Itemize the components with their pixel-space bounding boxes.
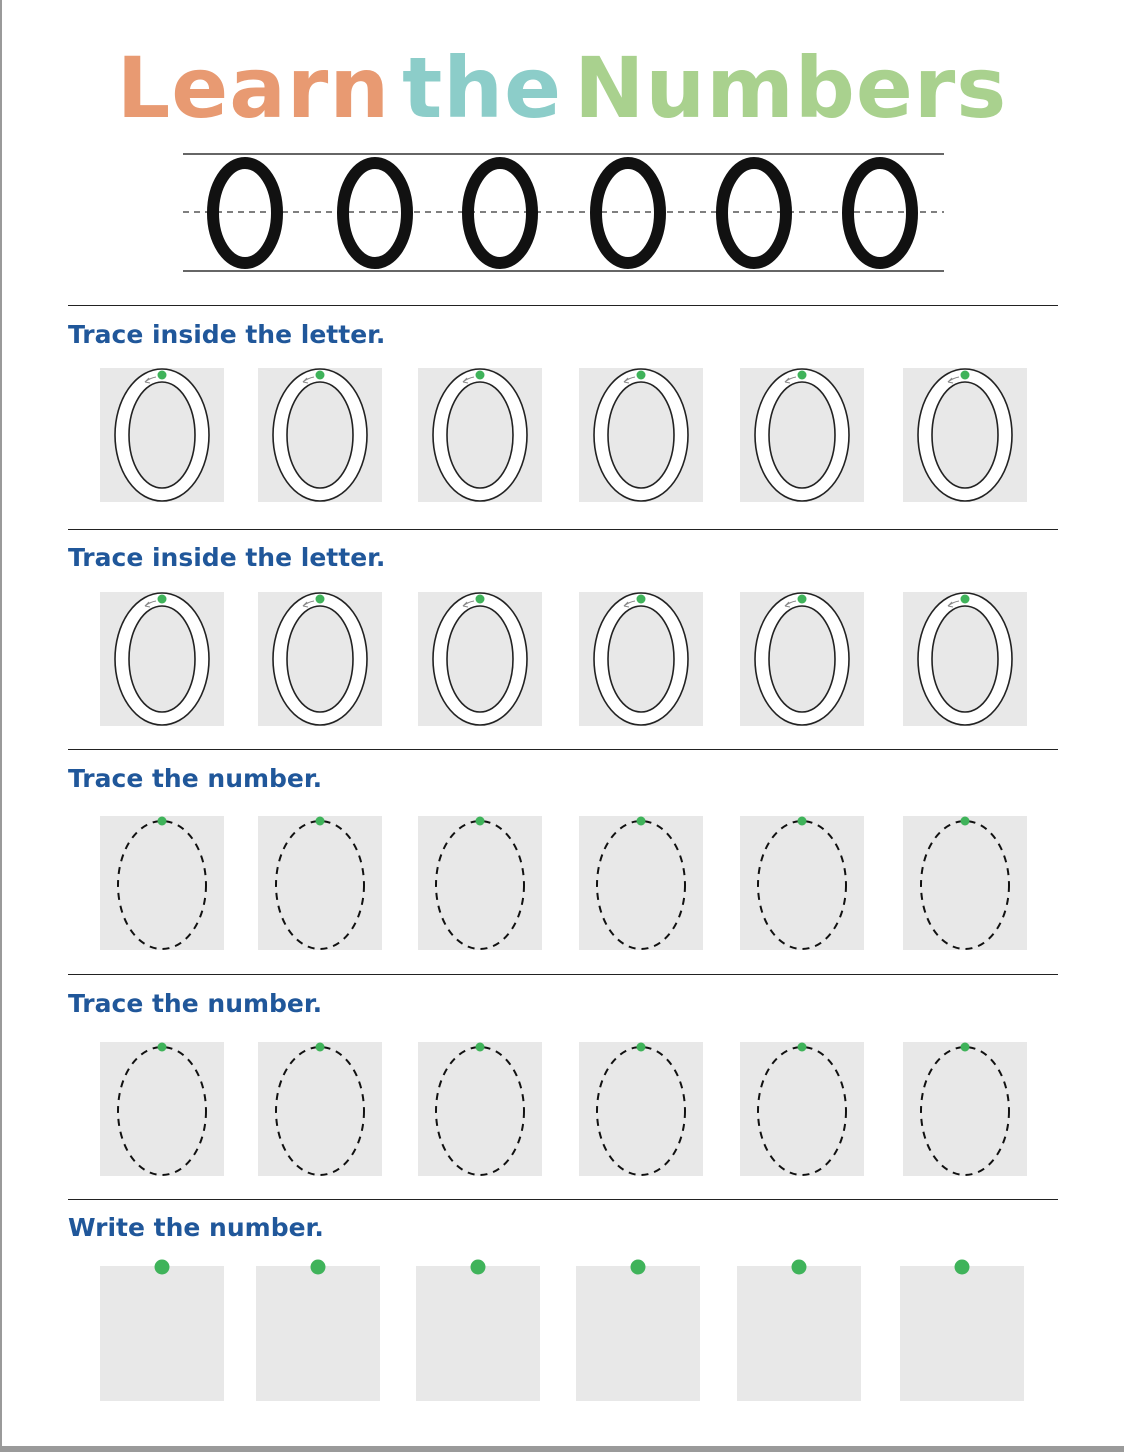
hero-digit-zero [722,163,786,263]
start-dot-icon [798,817,807,826]
practice-cell[interactable] [418,592,542,726]
practice-cell[interactable] [900,1260,1024,1402]
start-dot-icon [798,595,807,604]
practice-cell[interactable] [258,816,382,950]
practice-row-dashed-1 [90,814,1040,954]
section-label-trace-number-1: Trace the number. [68,764,323,793]
title-word-learn: Learn [116,39,391,137]
section-divider [68,529,1058,530]
start-dot-icon [792,1260,807,1275]
practice-cell[interactable] [100,816,224,950]
title-word-numbers: Numbers [574,39,1008,137]
hero-digit-zero [343,163,407,263]
hero-digit-zero [213,163,277,263]
practice-cell[interactable] [903,1042,1027,1176]
practice-cell[interactable] [416,1260,540,1402]
digit-outline-inner [287,606,353,712]
start-dot-icon [631,1260,646,1275]
practice-box [100,1266,224,1401]
section-divider [68,305,1058,306]
start-dot-icon [158,1043,167,1052]
practice-cell[interactable] [418,368,542,502]
practice-cell[interactable] [903,368,1027,502]
section-divider [68,974,1058,975]
digit-outline-inner [129,382,195,488]
start-dot-icon [155,1260,170,1275]
practice-cell[interactable] [579,816,703,950]
practice-cell[interactable] [258,592,382,726]
start-dot-icon [316,817,325,826]
start-dot-icon [798,371,807,380]
practice-row-blank [90,1256,1040,1406]
practice-cell[interactable] [903,592,1027,726]
digit-outline-inner [447,606,513,712]
digit-outline-inner [769,606,835,712]
practice-cell[interactable] [579,592,703,726]
title-word-the: the [402,39,563,137]
start-dot-icon [961,595,970,604]
start-dot-icon [316,1043,325,1052]
page-title [0,38,1124,139]
start-dot-icon [158,595,167,604]
start-dot-icon [961,371,970,380]
practice-cell[interactable] [740,1042,864,1176]
practice-cell[interactable] [100,1260,224,1402]
page-border-bottom [0,1446,1124,1452]
practice-cell[interactable] [100,1042,224,1176]
practice-row-outline-1 [90,366,1040,506]
hero-digit-row [180,150,946,274]
start-dot-icon [316,371,325,380]
hero-digit-zero [848,163,912,263]
practice-row-outline-2 [90,590,1040,730]
practice-cell[interactable] [576,1260,700,1402]
section-divider [68,1199,1058,1200]
practice-box [900,1266,1024,1401]
practice-cell[interactable] [903,816,1027,950]
start-dot-icon [637,1043,646,1052]
digit-outline-inner [447,382,513,488]
start-dot-icon [961,817,970,826]
page-border-left [0,0,2,1452]
section-label-trace-inside-2: Trace inside the letter. [68,543,386,572]
digit-outline-inner [769,382,835,488]
start-dot-icon [637,371,646,380]
start-dot-icon [316,595,325,604]
start-dot-icon [637,817,646,826]
section-label-trace-number-2: Trace the number. [68,989,323,1018]
hero-digit-zero [468,163,532,263]
practice-cell[interactable] [737,1260,861,1402]
start-dot-icon [471,1260,486,1275]
digit-outline-inner [608,382,674,488]
start-dot-icon [798,1043,807,1052]
practice-cell[interactable] [100,592,224,726]
practice-cell[interactable] [418,816,542,950]
practice-cell[interactable] [100,368,224,502]
digit-outline-inner [129,606,195,712]
hero-digit-zero [596,163,660,263]
digit-outline-inner [287,382,353,488]
start-dot-icon [158,817,167,826]
practice-cell[interactable] [579,1042,703,1176]
start-dot-icon [476,371,485,380]
practice-box [416,1266,540,1401]
practice-cell[interactable] [258,368,382,502]
practice-box [576,1266,700,1401]
practice-cell[interactable] [418,1042,542,1176]
start-dot-icon [637,595,646,604]
start-dot-icon [311,1260,326,1275]
digit-outline-inner [932,606,998,712]
practice-cell[interactable] [258,1042,382,1176]
practice-cell[interactable] [740,368,864,502]
practice-cell[interactable] [740,816,864,950]
practice-cell[interactable] [740,592,864,726]
start-dot-icon [476,817,485,826]
practice-box [256,1266,380,1401]
section-label-trace-inside-1: Trace inside the letter. [68,320,386,349]
section-divider [68,749,1058,750]
practice-box [737,1266,861,1401]
practice-row-dashed-2 [90,1040,1040,1180]
section-label-write-number: Write the number. [68,1213,324,1242]
digit-outline-inner [932,382,998,488]
practice-cell[interactable] [579,368,703,502]
digit-outline-inner [608,606,674,712]
start-dot-icon [158,371,167,380]
start-dot-icon [476,1043,485,1052]
start-dot-icon [961,1043,970,1052]
practice-cell[interactable] [256,1260,380,1402]
start-dot-icon [955,1260,970,1275]
start-dot-icon [476,595,485,604]
